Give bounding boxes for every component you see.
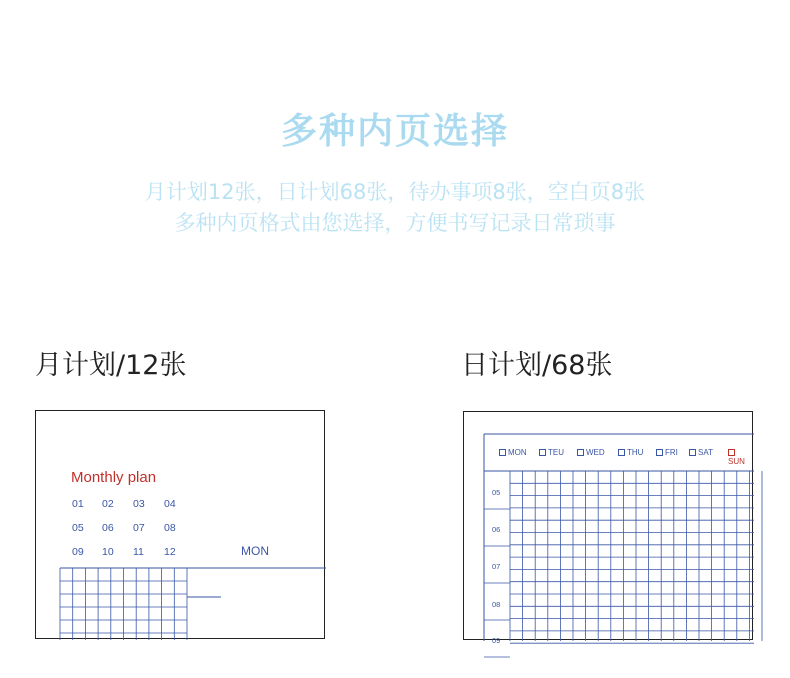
checkbox-icon xyxy=(539,449,546,456)
weekday-checkbox-mon xyxy=(499,448,527,457)
month-number: 06 xyxy=(102,522,114,534)
month-number: 10 xyxy=(102,546,114,558)
checkbox-icon xyxy=(689,449,696,456)
monthly-plan-title: Monthly plan xyxy=(71,469,157,486)
hour-label: 09 xyxy=(492,636,501,645)
weekday-label: SAT xyxy=(698,448,713,457)
monthly-plan-label: 月计划/12张 xyxy=(35,350,187,381)
page-title: 多种内页选择 xyxy=(280,111,509,152)
weekday-checkbox-fri xyxy=(656,448,678,457)
checkbox-icon xyxy=(656,449,663,456)
weekday-label: WED xyxy=(586,448,605,457)
weekday-checkbox-wed xyxy=(577,448,605,457)
weekday-label: SUN xyxy=(728,457,745,466)
month-number: 07 xyxy=(133,522,145,534)
daily-grid xyxy=(464,412,754,641)
checkbox-icon xyxy=(618,449,625,456)
daily-plan-label: 日计划/68张 xyxy=(461,350,613,381)
weekday-checkbox-thu xyxy=(618,448,643,457)
month-number: 12 xyxy=(164,546,176,558)
checkbox-icon xyxy=(577,449,584,456)
monthly-plan-preview xyxy=(35,410,325,639)
hour-label: 05 xyxy=(492,488,501,497)
subtitle-line-2: 多种内页格式由您选择，方便书写记录日常琐事 xyxy=(174,211,616,235)
month-number: 11 xyxy=(133,546,144,558)
hour-label: 06 xyxy=(492,525,501,534)
weekday-checkbox-teu xyxy=(539,448,564,457)
month-number: 01 xyxy=(72,498,84,510)
month-number: 05 xyxy=(72,522,84,534)
weekday-label: FRI xyxy=(665,448,678,457)
weekday-label: TEU xyxy=(548,448,564,457)
weekday-checkbox-sun xyxy=(728,448,752,466)
daily-plan-preview xyxy=(463,411,753,645)
monthly-grid xyxy=(36,411,326,640)
weekday-label: THU xyxy=(627,448,644,457)
month-number: 03 xyxy=(133,498,145,510)
checkbox-icon xyxy=(499,449,506,456)
month-number: 02 xyxy=(102,498,114,510)
hour-label: 07 xyxy=(492,562,501,571)
subtitle-line-1: 月计划12张，日计划68张，待办事项8张，空白页8张 xyxy=(144,180,646,204)
weekday-checkbox-sat xyxy=(689,448,713,457)
checkbox-icon xyxy=(728,449,735,456)
month-number: 09 xyxy=(72,546,84,558)
weekday-mon-label: MON xyxy=(241,544,269,558)
hour-label: 08 xyxy=(492,600,501,609)
month-number: 04 xyxy=(164,498,176,510)
weekday-label: MON xyxy=(508,448,527,457)
month-number: 08 xyxy=(164,522,176,534)
